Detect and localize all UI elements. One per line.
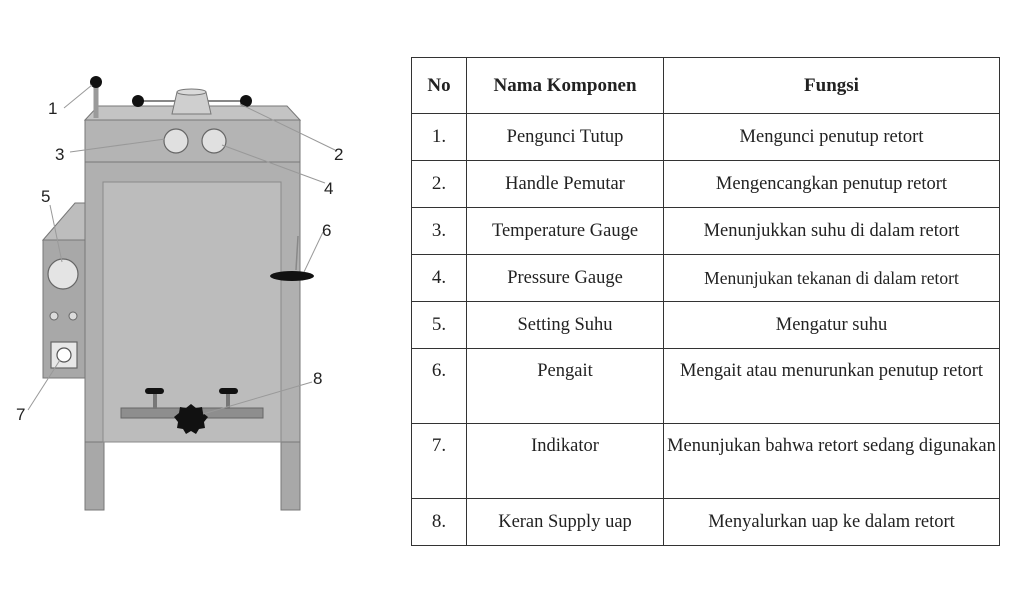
row-fungsi: Menunjukan tekanan di dalam retort xyxy=(664,255,1000,302)
header-no: No xyxy=(412,58,467,114)
header-fungsi: Fungsi xyxy=(664,58,1000,114)
table-row xyxy=(412,255,1000,302)
table-row xyxy=(412,302,1000,349)
row-fungsi: Menunjukkan suhu di dalam retort xyxy=(664,208,1000,255)
callout-8: 8 xyxy=(313,369,323,388)
indicator-light-left xyxy=(50,312,58,320)
table-row xyxy=(412,161,1000,208)
row-nama: Setting Suhu xyxy=(467,302,664,349)
row-nama: Keran Supply uap xyxy=(467,499,664,546)
temperature-gauge xyxy=(164,129,188,153)
callout-2: 2 xyxy=(334,145,344,164)
row-no: 8. xyxy=(412,499,467,546)
table-row xyxy=(412,114,1000,161)
valve-handle-left xyxy=(145,388,164,394)
row-no: 2. xyxy=(412,161,467,208)
row-fungsi: Menyalurkan uap ke dalam retort xyxy=(664,499,1000,546)
component-table xyxy=(411,57,1000,546)
row-nama: Indikator xyxy=(467,424,664,499)
callout-1: 1 xyxy=(48,99,58,118)
table-row xyxy=(412,208,1000,255)
row-no: 6. xyxy=(412,349,467,424)
retort-diagram xyxy=(0,0,405,600)
hook-disc xyxy=(270,271,314,281)
control-box-top xyxy=(43,203,85,240)
valve-stem-left xyxy=(153,393,157,409)
leg-left xyxy=(85,440,104,510)
callout-3: 3 xyxy=(55,145,65,164)
indicator-knob xyxy=(57,348,71,362)
valve-handle-right xyxy=(219,388,238,394)
row-nama: Pengunci Tutup xyxy=(467,114,664,161)
lid-lock-knob xyxy=(90,76,102,88)
row-no: 3. xyxy=(412,208,467,255)
indicator-light-right xyxy=(69,312,77,320)
callout-4: 4 xyxy=(324,179,334,198)
row-fungsi: Mengunci penutup retort xyxy=(664,114,1000,161)
handle-knob-left xyxy=(132,95,144,107)
callout-7: 7 xyxy=(16,405,26,424)
pressure-gauge xyxy=(202,129,226,153)
header-nama-komponen: Nama Komponen xyxy=(467,58,664,114)
lid xyxy=(85,120,300,162)
row-nama: Pengait xyxy=(467,349,664,424)
row-nama: Temperature Gauge xyxy=(467,208,664,255)
body-inner-panel xyxy=(103,182,281,442)
row-no: 1. xyxy=(412,114,467,161)
row-nama: Handle Pemutar xyxy=(467,161,664,208)
row-no: 4. xyxy=(412,255,467,302)
row-fungsi: Menunjukan bahwa retort sedang digunakan xyxy=(664,424,1000,499)
callout-6: 6 xyxy=(322,221,332,240)
leg-right xyxy=(281,440,300,510)
callout-5: 5 xyxy=(41,187,51,206)
row-nama: Pressure Gauge xyxy=(467,255,664,302)
row-fungsi: Mengait atau menurunkan penutup retort xyxy=(664,349,1000,424)
table-row xyxy=(412,424,1000,499)
table-header-row xyxy=(412,58,1000,114)
temperature-setting-dial xyxy=(48,259,78,289)
table-row xyxy=(412,349,1000,424)
row-fungsi: Mengencangkan penutup retort xyxy=(664,161,1000,208)
table-row xyxy=(412,499,1000,546)
row-fungsi: Mengatur suhu xyxy=(664,302,1000,349)
row-no: 5. xyxy=(412,302,467,349)
row-no: 7. xyxy=(412,424,467,499)
